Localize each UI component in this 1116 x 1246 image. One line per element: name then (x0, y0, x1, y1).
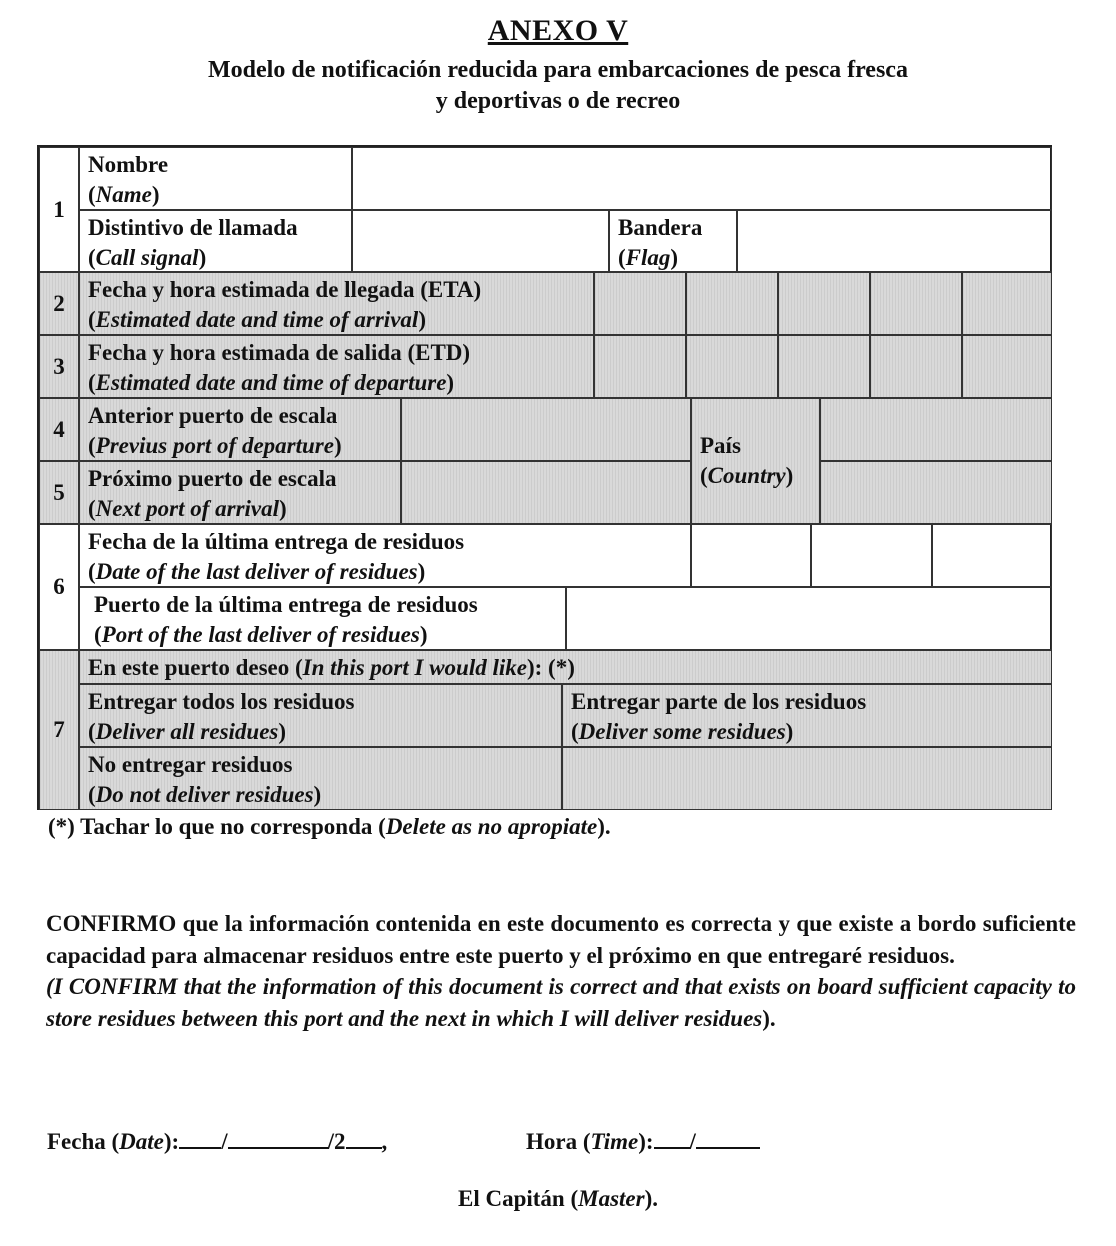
eta-field-3[interactable] (778, 272, 870, 335)
last-delivery-date-field-3[interactable] (932, 524, 1052, 587)
flag-label: Bandera (Flag) (609, 210, 737, 272)
country-label: País (Country) (691, 398, 820, 524)
eta-field-4[interactable] (870, 272, 962, 335)
etd-field-1[interactable] (594, 335, 686, 398)
row-number-2: 2 (39, 272, 79, 335)
previous-port-label: Anterior puerto de escala (Previus port of departure) (79, 398, 401, 461)
etd-label: Fecha y hora estimada de salida (ETD) (Estimated date and time of departure) (79, 335, 594, 398)
call-signal-label: Distintivo de llamada (Call signal) (79, 210, 352, 272)
last-delivery-port-field[interactable] (566, 587, 1052, 650)
row-number-3: 3 (39, 335, 79, 398)
deliver-all-option[interactable]: Entregar todos los residuos (Deliver all residues) (79, 684, 562, 747)
confirmation-es: CONFIRMO que la información contenida en este documento es correcta y que existe a bordo suficiente capacidad para almacenar residuos entre este puerto y el próximo en que entregaré residuos. (46, 911, 1076, 968)
subtitle-line-1: Modelo de notificación reducida para embarcaciones de pesca fresca (208, 57, 908, 83)
last-delivery-date-field-2[interactable] (811, 524, 932, 587)
page-title: ANEXO V (487, 14, 629, 47)
name-label: Nombre (Name) (79, 147, 352, 210)
row-number-4: 4 (39, 398, 79, 461)
page-subtitle (0, 55, 1116, 117)
master-signature-label: El Capitán (Master). (457, 1186, 658, 1211)
time-field[interactable]: Hora (Time): / (526, 1125, 760, 1155)
etd-field-2[interactable] (686, 335, 778, 398)
call-signal-field[interactable] (352, 210, 609, 272)
eta-label: Fecha y hora estimada de llegada (ETA) (Estimated date and time of arrival) (79, 272, 594, 335)
confirmation-text (46, 908, 1076, 1034)
deliver-blank-cell (562, 747, 1052, 810)
subtitle-line-2: y deportivas o de recreo (435, 88, 681, 114)
flag-field[interactable] (737, 210, 1052, 272)
eta-field-5[interactable] (962, 272, 1052, 335)
etd-field-4[interactable] (870, 335, 962, 398)
etd-field-3[interactable] (778, 335, 870, 398)
next-port-label: Próximo puerto de escala (Next port of arrival) (79, 461, 401, 524)
deliver-some-option[interactable]: Entregar parte de los residuos (Deliver some residues) (562, 684, 1052, 747)
confirmation-en: (I CONFIRM that the information of this document is correct and that exists on board sufficient capacity to store residues between this port and the next in which I will deliver residues). (46, 974, 1076, 1031)
last-delivery-port-label: Puerto de la última entrega de residuos (Port of the last deliver of residues) (79, 587, 566, 650)
row-number-6: 6 (39, 524, 79, 650)
row-number-1: 1 (39, 147, 79, 272)
row-number-7: 7 (39, 650, 79, 810)
previous-country-field[interactable] (820, 398, 1052, 461)
delivery-intent-header: En este puerto deseo (In this port I would like): (*) (79, 650, 1052, 684)
notification-form (37, 145, 1052, 810)
eta-field-2[interactable] (686, 272, 778, 335)
etd-field-5[interactable] (962, 335, 1052, 398)
previous-port-field[interactable] (401, 398, 691, 461)
next-country-field[interactable] (820, 461, 1052, 524)
deliver-none-option[interactable]: No entregar residuos (Do not deliver residues) (79, 747, 562, 810)
last-delivery-date-label: Fecha de la última entrega de residuos (Date of the last deliver of residues) (79, 524, 691, 587)
footnote: (*) Tachar lo que no corresponda (Delete as no apropiate). (48, 814, 611, 839)
last-delivery-date-field-1[interactable] (691, 524, 811, 587)
name-field[interactable] (352, 147, 1052, 210)
next-port-field[interactable] (401, 461, 691, 524)
date-field[interactable]: Fecha (Date): / /2 , (47, 1125, 387, 1155)
eta-field-1[interactable] (594, 272, 686, 335)
row-number-5: 5 (39, 461, 79, 524)
